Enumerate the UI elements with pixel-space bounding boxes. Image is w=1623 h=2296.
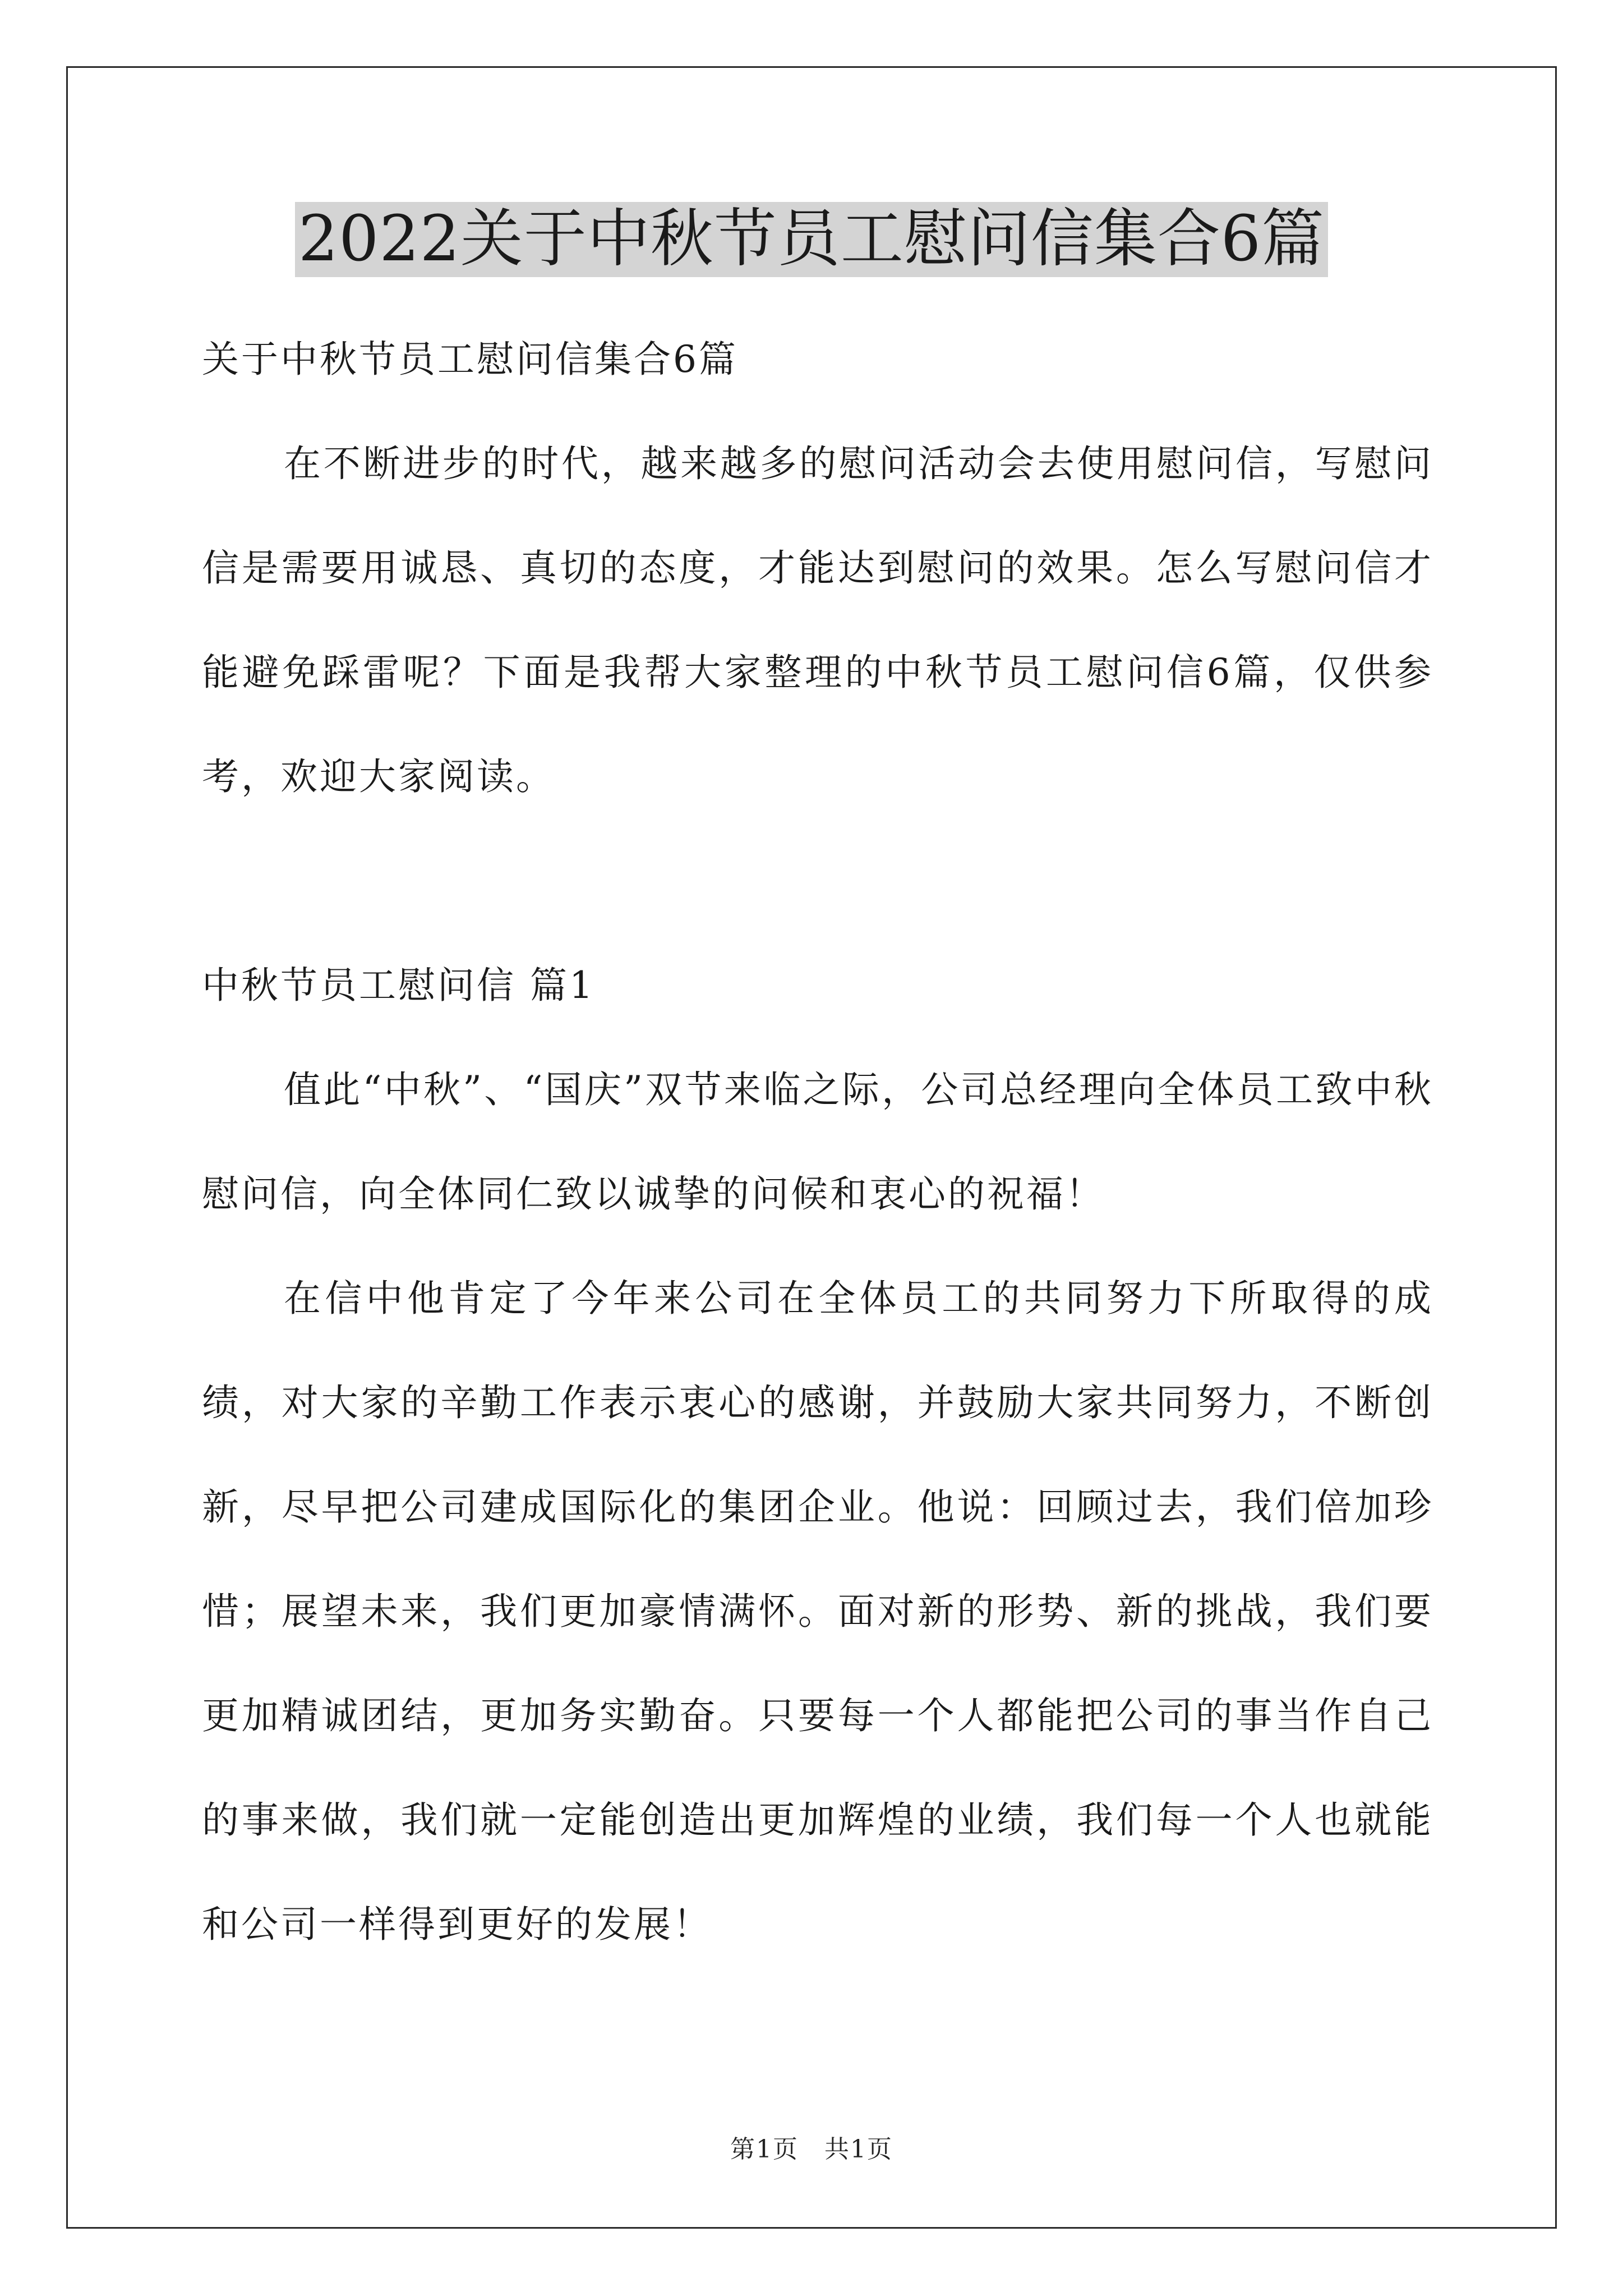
document-subtitle: 关于中秋节员工慰问信集合6篇: [202, 338, 738, 381]
document-body: [202, 307, 1433, 1977]
document-title-text: 2022关于中秋节员工慰问信集合6篇: [295, 202, 1328, 277]
section-spacer: [202, 829, 1433, 933]
section-paragraph: 值此“中秋”、“国庆”双节来临之际，公司总经理向全体员工致中秋慰问信，向全体同仁致以诚挚的问候和衷心的祝福！: [202, 1068, 1433, 1216]
page-footer: 第1页 共1页: [730, 2135, 893, 2164]
section-heading: 中秋节员工慰问信 篇1: [202, 964, 595, 1007]
document-title: [0, 202, 1623, 277]
intro-paragraph: 在不断进步的时代，越来越多的慰问活动会去使用慰问信，写慰问信是需要用诚恳、真切的态度，才能达到慰问的效果。怎么写慰问信才能避免踩雷呢？下面是我帮大家整理的中秋节员工慰问信6篇，仅供参考，欢迎大家阅读。: [202, 442, 1433, 798]
section-paragraph: 在信中他肯定了今年来公司在全体员工的共同努力下所取得的成绩，对大家的辛勤工作表示衷心的感谢，并鼓励大家共同努力，不断创新，尽早把公司建成国际化的集团企业。他说：回顾过去，我们倍加珍惜；展望未来，我们更加豪情满怀。面对新的形势、新的挑战，我们要更加精诚团结，更加务实勤奋。只要每一个人都能把公司的事当作自己的事来做，我们就一定能创造出更加辉煌的业绩，我们每一个人也就能和公司一样得到更好的发展！: [202, 1277, 1433, 1946]
